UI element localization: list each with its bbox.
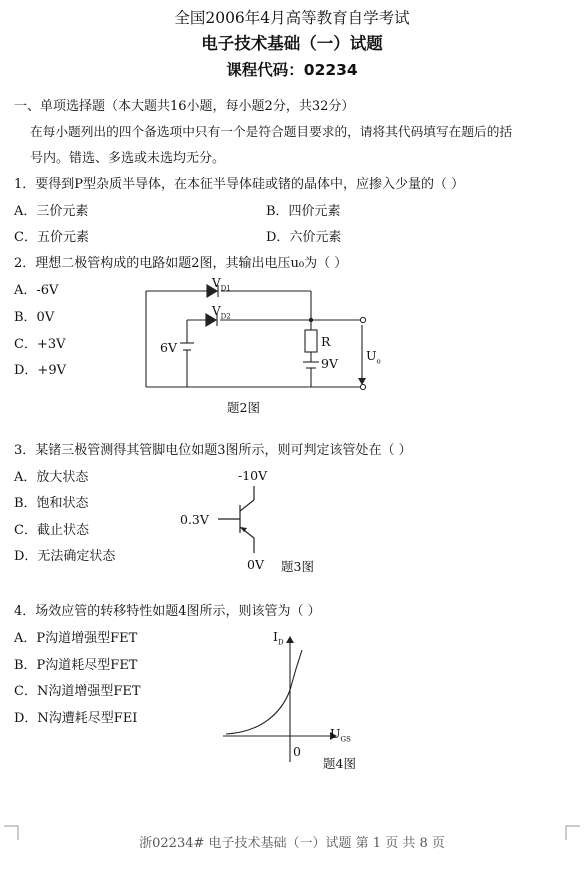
question-4-option-a: A．P沟道增强型FET: [14, 631, 138, 646]
question-3-stem: 3．某锗三极管测得其管脚电位如题3图所示，则可判定该管处在（ ）: [14, 443, 412, 458]
question-2-option-b: B．0V: [14, 310, 55, 325]
x-axis-subscript: GS: [340, 735, 351, 744]
figure-3-emitter-label: 0V: [247, 557, 264, 572]
x-axis-letter: U: [330, 726, 341, 741]
question-3-option-b: B．饱和状态: [14, 496, 89, 511]
question-1-option-d: D．六价元素: [266, 230, 342, 245]
question-4-stem: 4．场效应管的转移特性如题4图所示，则该管为（ ）: [14, 604, 321, 619]
question-2-option-d: D．+9V: [14, 363, 66, 378]
question-3-option-a: A．放大状态: [14, 470, 89, 485]
subject-title: 电子技术基础（一）试题: [201, 34, 383, 53]
d2-subscript: D2: [220, 312, 231, 321]
figure-2-battery-label: 9V: [321, 356, 338, 371]
section-instruction-1: 在每小题列出的四个备选项中只有一个是符合题目要求的，请将其代码填写在题后的括: [30, 124, 513, 139]
question-3-option-c: C．截止状态: [14, 523, 89, 538]
y-axis-subscript: D: [277, 638, 284, 647]
d1-letter: V: [212, 276, 221, 290]
question-1-option-c: C．五价元素: [14, 230, 89, 245]
section-instruction-2: 号内。错选、多选或未选均无分。: [30, 151, 226, 166]
d1-subscript: D1: [220, 284, 231, 293]
figure-3-caption: 题3图: [281, 559, 314, 574]
figure-4-caption: 题4图: [323, 756, 356, 771]
page-footer: 浙02234# 电子技术基础（一）试题 第 1 页 共 8 页: [139, 836, 445, 851]
figure-2-resistor-label: R: [321, 334, 331, 349]
course-code: 课程代码：02234: [226, 61, 358, 79]
d2-letter: V: [212, 304, 221, 318]
question-1-option-b: B．四价元素: [266, 204, 341, 219]
question-2-option-c: C．+3V: [14, 337, 66, 352]
question-4-option-c: C．N沟道增强型FET: [14, 684, 141, 699]
output-letter: U: [366, 348, 377, 363]
exam-title: 全国2006年4月高等教育自学考试: [174, 9, 410, 27]
question-4-option-d: D．N沟遭耗尽型FEI: [14, 711, 138, 726]
section-title: 一、单项选择题（本大题共16小题，每小题2分，共32分）: [14, 99, 355, 114]
question-3-option-d: D．无法确定状态: [14, 549, 116, 564]
figure-2-caption: 题2图: [227, 400, 260, 415]
question-1-option-a: A．三价元素: [14, 204, 89, 219]
question-2-option-a: A．-6V: [14, 283, 59, 298]
figure-2-source-label: 6V: [160, 340, 177, 355]
figure-4-origin-label: 0: [293, 744, 301, 759]
question-1-stem: 1．要得到P型杂质半导体，在本征半导体硅或锗的晶体中，应掺入少量的（ ）: [14, 177, 465, 192]
figure-3-base-label: 0.3V: [180, 512, 209, 527]
y-axis-letter: I: [273, 629, 278, 644]
question-2-stem: 2．理想二极管构成的电路如题2图，其输出电压u₀为（ ）: [14, 256, 348, 271]
figure-3-collector-label: -10V: [238, 468, 268, 483]
question-4-option-b: B．P沟道耗尽型FET: [14, 658, 138, 673]
output-subscript: o: [376, 357, 381, 366]
